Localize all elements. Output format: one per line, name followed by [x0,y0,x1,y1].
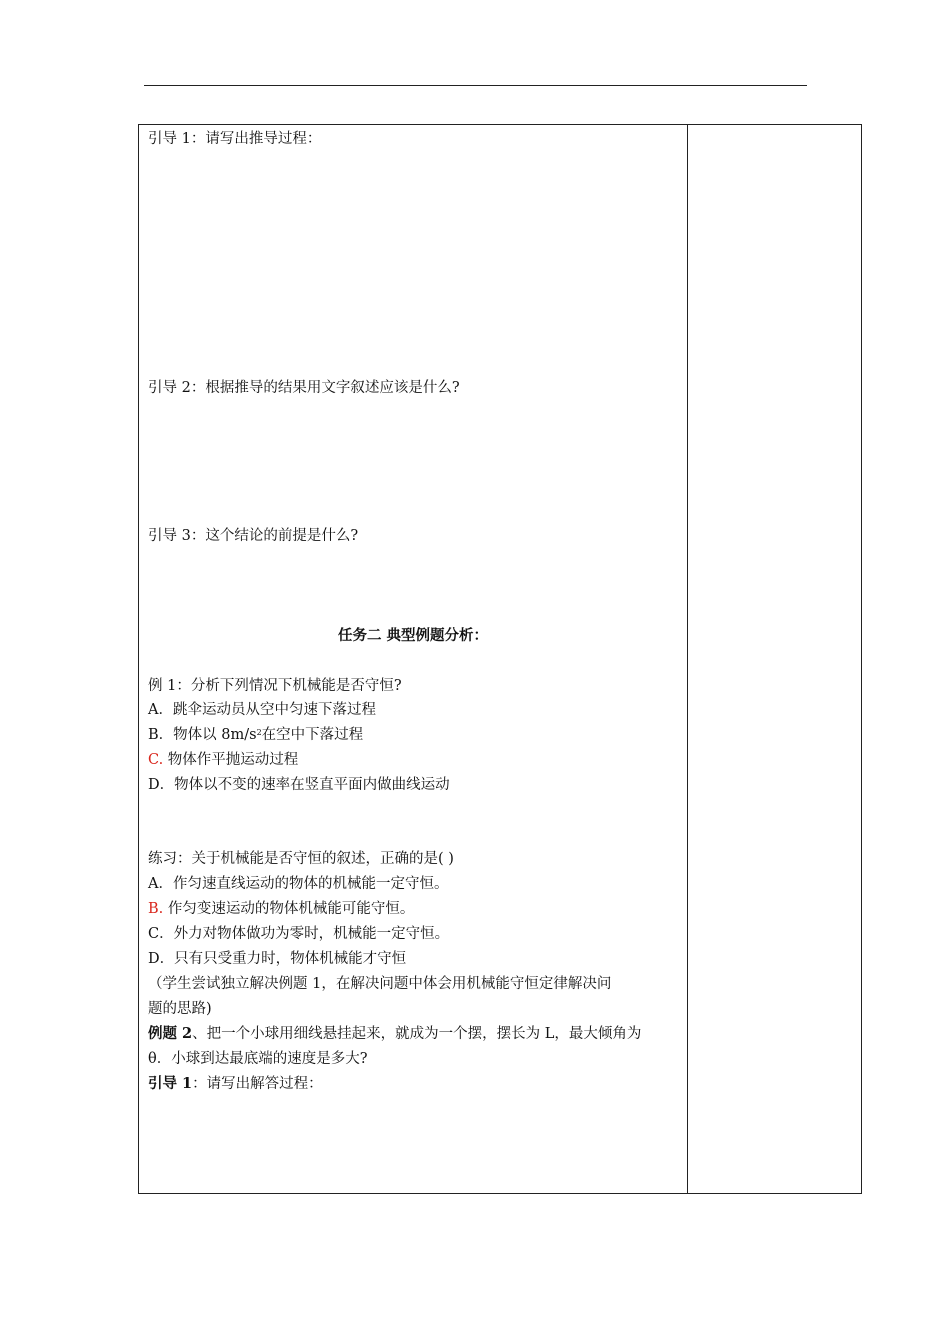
option-c-letter: C. [148,752,164,768]
example-2-line-2: θ．小球到达最底端的速度是多大? [148,1051,368,1067]
example-2-line-1 [148,1024,641,1044]
option-b-prefix: B．物体以 8m/s [148,727,257,743]
example-2-label: 例题 2 [148,1025,193,1042]
example-1-question: 例 1：分析下列情况下机械能是否守恒? [148,678,402,694]
header-rule [144,85,807,86]
exercise-option-c: C．外力对物体做功为零时，机械能一定守恒。 [148,926,450,942]
example-2-text: 、把一个小球用细线悬挂起来，就成为一个摆，摆长为 L，最大倾角为 [192,1026,642,1042]
example-1-option-c [148,750,298,770]
exercise-option-d: D．只有只受重力时，物体机械能才守恒 [148,951,407,967]
lesson-table [138,124,862,1194]
student-note-line-2: 题的思路) [148,1001,212,1017]
guide-final [148,1074,323,1094]
example-1-option-a: A．跳伞运动员从空中匀速下落过程 [148,702,376,718]
guide-final-text: ：请写出解答过程： [192,1076,323,1092]
exercise-option-b [148,899,414,919]
exercise-option-a: A．作匀速直线运动的物体的机械能一定守恒。 [148,876,449,892]
student-note-line-1: （学生尝试独立解决例题 1，在解决问题中体会用机械能守恒定律解决问 [148,976,612,992]
exercise-option-b-text: 作匀变速运动的物体机械能可能守恒。 [163,901,415,917]
guide-3: 引导 3：这个结论的前提是什么? [148,528,359,544]
exercise-option-b-letter: B. [148,901,164,917]
option-b-suffix: 在空中下落过程 [261,727,364,743]
task-2-title: 任务二 典型例题分析： [337,627,489,644]
example-1-option-b [148,725,363,745]
exercise-question: 练习：关于机械能是否守恒的叙述，正确的是( ) [148,851,454,867]
guide-final-label: 引导 1 [148,1075,193,1092]
example-1-option-d: D．物体以不变的速率在竖直平面内做曲线运动 [148,777,450,793]
option-c-text: 物体作平抛运动过程 [163,752,299,768]
column-divider [687,125,688,1193]
option-b-exponent: 2 [256,728,262,737]
guide-1: 引导 1：请写出推导过程： [148,131,322,147]
guide-2: 引导 2：根据推导的结果用文字叙述应该是什么? [148,380,460,396]
